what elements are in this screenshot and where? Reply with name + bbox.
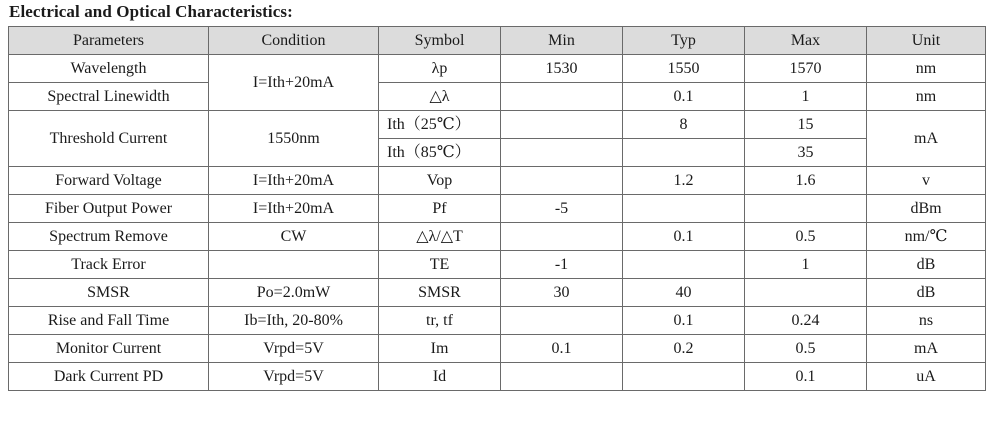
unit-cell: uA xyxy=(867,363,986,391)
symbol-cell: Id xyxy=(379,363,501,391)
column-header-parameters: Parameters xyxy=(9,27,209,55)
min-cell xyxy=(501,167,623,195)
max-cell: 1 xyxy=(745,83,867,111)
min-cell: -5 xyxy=(501,195,623,223)
parameter-cell: Forward Voltage xyxy=(9,167,209,195)
max-cell xyxy=(745,279,867,307)
table-row xyxy=(9,111,986,139)
column-header-max: Max xyxy=(745,27,867,55)
symbol-cell: TE xyxy=(379,251,501,279)
column-header-min: Min xyxy=(501,27,623,55)
parameter-cell: Spectrum Remove xyxy=(9,223,209,251)
table-row xyxy=(9,83,986,111)
table-row xyxy=(9,335,986,363)
table-row xyxy=(9,251,986,279)
condition-cell: I=Ith+20mA xyxy=(209,55,379,111)
parameter-cell: Spectral Linewidth xyxy=(9,83,209,111)
min-cell: 30 xyxy=(501,279,623,307)
max-cell: 1.6 xyxy=(745,167,867,195)
unit-cell: nm xyxy=(867,55,986,83)
table-row xyxy=(9,223,986,251)
condition-cell: Vrpd=5V xyxy=(209,335,379,363)
max-cell: 0.5 xyxy=(745,335,867,363)
column-header-symbol: Symbol xyxy=(379,27,501,55)
typ-cell: 40 xyxy=(623,279,745,307)
typ-cell: 8 xyxy=(623,111,745,139)
table-row xyxy=(9,307,986,335)
symbol-cell: Im xyxy=(379,335,501,363)
parameter-cell: Monitor Current xyxy=(9,335,209,363)
min-cell xyxy=(501,307,623,335)
condition-cell: I=Ith+20mA xyxy=(209,167,379,195)
unit-cell: mA xyxy=(867,335,986,363)
max-cell: 0.24 xyxy=(745,307,867,335)
max-cell: 15 xyxy=(745,111,867,139)
typ-cell: 1.2 xyxy=(623,167,745,195)
max-cell xyxy=(745,195,867,223)
unit-cell: dB xyxy=(867,251,986,279)
symbol-cell: Ith（25℃） xyxy=(379,111,501,139)
min-cell xyxy=(501,111,623,139)
parameter-cell: Wavelength xyxy=(9,55,209,83)
typ-cell xyxy=(623,195,745,223)
typ-cell: 0.1 xyxy=(623,83,745,111)
column-header-unit: Unit xyxy=(867,27,986,55)
typ-cell xyxy=(623,363,745,391)
condition-cell: Vrpd=5V xyxy=(209,363,379,391)
section-title: Electrical and Optical Characteristics: xyxy=(9,2,293,21)
min-cell: 0.1 xyxy=(501,335,623,363)
min-cell: 1530 xyxy=(501,55,623,83)
min-cell xyxy=(501,363,623,391)
parameter-cell: Fiber Output Power xyxy=(9,195,209,223)
unit-cell: ns xyxy=(867,307,986,335)
typ-cell xyxy=(623,251,745,279)
table-row xyxy=(9,279,986,307)
table-row xyxy=(9,195,986,223)
unit-cell: v xyxy=(867,167,986,195)
typ-cell: 0.1 xyxy=(623,307,745,335)
characteristics-table xyxy=(8,26,986,391)
parameter-cell: Rise and Fall Time xyxy=(9,307,209,335)
max-cell: 1 xyxy=(745,251,867,279)
symbol-cell: Ith（85℃） xyxy=(379,139,501,167)
typ-cell: 0.2 xyxy=(623,335,745,363)
condition-cell: Ib=Ith, 20-80% xyxy=(209,307,379,335)
symbol-cell: △λ/△T xyxy=(379,223,501,251)
typ-cell: 1550 xyxy=(623,55,745,83)
table-row xyxy=(9,167,986,195)
table-row xyxy=(9,363,986,391)
column-header-condition: Condition xyxy=(209,27,379,55)
condition-cell: 1550nm xyxy=(209,111,379,167)
condition-cell: I=Ith+20mA xyxy=(209,195,379,223)
column-header-typ: Typ xyxy=(623,27,745,55)
parameter-cell: SMSR xyxy=(9,279,209,307)
symbol-cell: △λ xyxy=(379,83,501,111)
header-row xyxy=(9,27,986,55)
unit-cell: dB xyxy=(867,279,986,307)
parameter-cell: Track Error xyxy=(9,251,209,279)
typ-cell: 0.1 xyxy=(623,223,745,251)
symbol-cell: Pf xyxy=(379,195,501,223)
min-cell xyxy=(501,83,623,111)
parameter-cell: Threshold Current xyxy=(9,111,209,167)
table-row xyxy=(9,55,986,83)
max-cell: 0.5 xyxy=(745,223,867,251)
parameter-cell: Dark Current PD xyxy=(9,363,209,391)
min-cell: -1 xyxy=(501,251,623,279)
condition-cell xyxy=(209,251,379,279)
max-cell: 35 xyxy=(745,139,867,167)
condition-cell: CW xyxy=(209,223,379,251)
max-cell: 1570 xyxy=(745,55,867,83)
symbol-cell: SMSR xyxy=(379,279,501,307)
unit-cell: nm xyxy=(867,83,986,111)
condition-cell: Po=2.0mW xyxy=(209,279,379,307)
min-cell xyxy=(501,139,623,167)
typ-cell xyxy=(623,139,745,167)
unit-cell: dBm xyxy=(867,195,986,223)
unit-cell: nm/℃ xyxy=(867,223,986,251)
symbol-cell: Vop xyxy=(379,167,501,195)
max-cell: 0.1 xyxy=(745,363,867,391)
unit-cell: mA xyxy=(867,111,986,167)
symbol-cell: tr, tf xyxy=(379,307,501,335)
min-cell xyxy=(501,223,623,251)
symbol-cell: λp xyxy=(379,55,501,83)
